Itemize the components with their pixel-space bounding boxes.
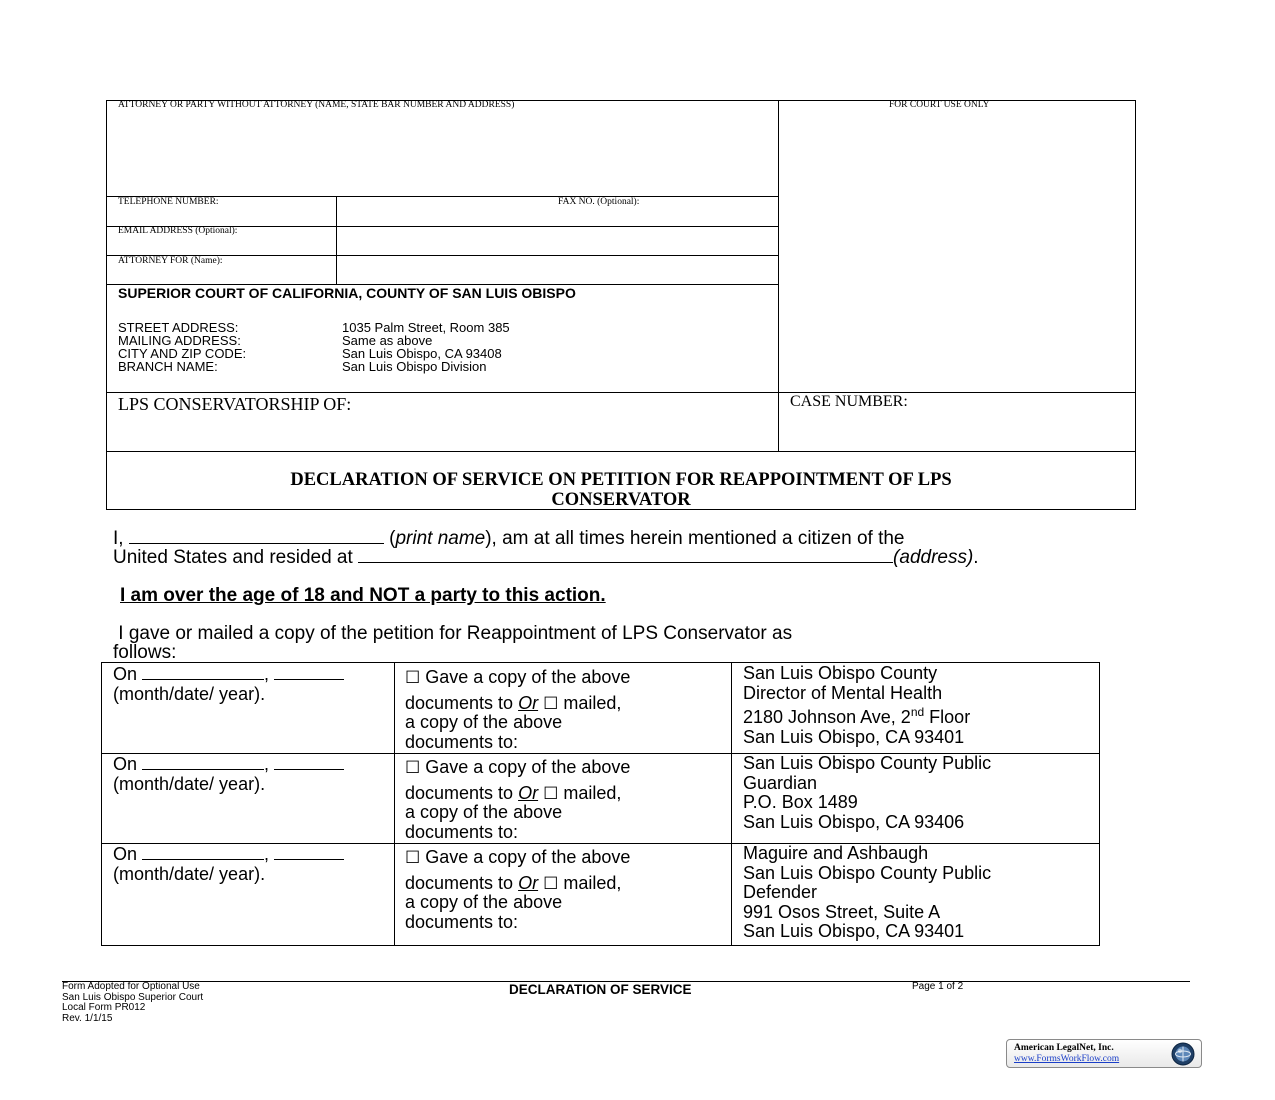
telephone-label: TELEPHONE NUMBER: <box>118 197 219 207</box>
date-format-hint: (month/date/ year). <box>113 863 266 884</box>
recipient-line: Director of Mental Health <box>743 682 943 703</box>
email-field[interactable] <box>338 227 776 254</box>
recipient-line: San Luis Obispo, CA 93401 <box>743 921 965 941</box>
form-adopted-line: Local Form PR012 <box>62 1002 146 1013</box>
form-adopted-line: Form Adopted for Optional Use <box>62 981 200 992</box>
service-date: On , <box>113 754 344 775</box>
date-on-label: On <box>113 664 138 684</box>
documents-to-label: documents to <box>405 782 514 803</box>
declaration-line-1: I, (print name), am at all times herein mentioned a citizen of the <box>113 528 905 549</box>
label-column-divider <box>336 196 337 284</box>
globe-icon <box>1171 1042 1195 1066</box>
gave-copy-checkbox[interactable]: ☐ <box>405 758 421 777</box>
table-row <box>113 664 344 704</box>
copy-line: a copy of the above <box>405 802 563 822</box>
court-use-divider <box>778 100 779 451</box>
gave-copy-label: Gave a copy of the above <box>425 757 631 777</box>
attorney-for-label: ATTORNEY FOR (Name): <box>118 256 223 266</box>
badge-company-name: American LegalNet, Inc. <box>1014 1043 1114 1053</box>
recipient-line: P.O. Box 1489 <box>743 792 858 812</box>
case-row-bottom-line <box>106 451 1136 452</box>
recipient-address <box>743 664 970 747</box>
recipient-address <box>743 844 991 942</box>
court-use-area <box>780 113 1134 391</box>
mailed-label: mailed, <box>563 872 622 893</box>
table-row <box>113 844 344 884</box>
form-adopted-block <box>62 982 203 1024</box>
branch-name-label: BRANCH NAME: <box>118 359 218 374</box>
date-blank[interactable] <box>142 754 264 770</box>
served-intro-line-2: follows: <box>113 642 177 663</box>
age-statement: I am over the age of 18 and NOT a party to this action. <box>120 585 606 606</box>
case-number-label: CASE NUMBER: <box>790 393 908 410</box>
declarant-prefix: I, <box>113 528 129 549</box>
copy-line: a copy of the above <box>405 892 563 912</box>
date-on-label: On <box>113 754 138 774</box>
service-date: On , <box>113 664 344 685</box>
case-number-field[interactable] <box>780 413 1134 450</box>
telephone-field[interactable] <box>108 208 334 225</box>
recipient-line: 991 Osos Street, Suite A <box>743 901 941 922</box>
or-label: Or <box>518 872 539 893</box>
fax-label: FAX NO. (Optional): <box>558 197 640 207</box>
email-label: EMAIL ADDRESS (Optional): <box>118 226 238 236</box>
recipient-line: 2180 Johnson Ave, 2 <box>743 707 911 727</box>
recipient-line: San Luis Obispo County Public <box>743 862 992 883</box>
address-hint: (address) <box>893 547 974 568</box>
court-info-bottom-line <box>106 392 1136 393</box>
date-blank[interactable] <box>142 844 264 860</box>
court-name: SUPERIOR COURT OF CALIFORNIA, COUNTY OF SAN LUIS OBISPO <box>118 285 576 301</box>
attorney-label: ATTORNEY OR PARTY WITHOUT ATTORNEY (NAME, STATE BAR NUMBER AND ADDRESS) <box>118 100 515 110</box>
recipient-address <box>743 754 991 832</box>
service-col-divider-1 <box>394 662 395 946</box>
form-adopted-line: San Luis Obispo Superior Court <box>62 991 204 1003</box>
documents-to-label: documents to <box>405 872 514 893</box>
conservatorship-field[interactable] <box>108 416 776 450</box>
american-legalnet-badge[interactable] <box>1006 1039 1202 1068</box>
floor-text: Floor <box>924 707 971 727</box>
service-method <box>405 668 630 752</box>
gave-copy-label: Gave a copy of the above <box>425 847 631 867</box>
conservatorship-label: LPS CONSERVATORSHIP OF: <box>118 394 352 414</box>
date-format-hint: (month/date/ year). <box>113 773 266 794</box>
recipient-line: Guardian <box>743 772 818 793</box>
print-name-hint: print name <box>395 528 486 549</box>
page-number: Page 1 of 2 <box>912 981 964 992</box>
declaration-line-2: United States and resided at (address). <box>113 547 979 568</box>
year-blank[interactable] <box>274 664 344 680</box>
citizen-statement: ), am at all times herein mentioned a citizen of the <box>485 528 905 549</box>
date-format-hint: (month/date/ year). <box>113 683 266 704</box>
recipient-line: Defender <box>743 882 818 902</box>
gave-copy-label: Gave a copy of the above <box>425 667 631 687</box>
or-label: Or <box>518 782 539 803</box>
attorney-name-field[interactable] <box>108 113 776 195</box>
recipient-line: Maguire and Ashbaugh <box>743 843 929 863</box>
street-address-label: STREET ADDRESS: <box>118 320 239 335</box>
mailing-address-value: Same as above <box>342 333 433 348</box>
year-blank[interactable] <box>274 844 344 860</box>
documents-to-colon: documents to: <box>405 911 519 932</box>
service-date: On , <box>113 844 344 865</box>
form-title <box>107 470 1135 510</box>
badge-url-link[interactable]: www.FormsWorkFlow.com <box>1014 1054 1120 1064</box>
form-adopted-line: Rev. 1/1/15 <box>62 1012 113 1024</box>
service-method <box>405 758 630 842</box>
mailed-checkbox[interactable]: ☐ <box>543 783 559 803</box>
date-on-label: On <box>113 844 138 864</box>
recipient-line: San Luis Obispo, CA 93406 <box>743 811 965 832</box>
or-label: Or <box>518 692 539 713</box>
court-use-label: FOR COURT USE ONLY <box>889 100 990 110</box>
attorney-for-field[interactable] <box>338 256 776 283</box>
declarant-name-blank[interactable] <box>129 528 384 544</box>
gave-copy-checkbox[interactable]: ☐ <box>405 668 421 687</box>
floor-superscript: nd <box>910 705 925 719</box>
recipient-line: San Luis Obispo County Public <box>743 753 992 773</box>
service-col-divider-2 <box>731 662 732 946</box>
declarant-address-blank[interactable] <box>358 547 893 563</box>
gave-copy-checkbox[interactable]: ☐ <box>405 848 421 867</box>
footer-title: DECLARATION OF SERVICE <box>509 982 692 997</box>
served-intro-line-1: I gave or mailed a copy of the petition for Reappointment of LPS Conservator as <box>113 623 793 644</box>
street-address-value: 1035 Palm Street, Room 385 <box>342 320 510 335</box>
documents-to-colon: documents to: <box>405 821 519 842</box>
fax-field[interactable] <box>338 208 776 225</box>
recipient-line: San Luis Obispo County <box>743 663 938 683</box>
documents-to-label: documents to <box>405 692 514 713</box>
city-zip-label: CITY AND ZIP CODE: <box>118 346 247 361</box>
mailing-address-label: MAILING ADDRESS: <box>118 333 241 348</box>
city-zip-value: San Luis Obispo, CA 93408 <box>342 346 502 361</box>
mailed-checkbox[interactable]: ☐ <box>543 873 559 893</box>
service-method <box>405 848 630 932</box>
date-blank[interactable] <box>142 664 264 680</box>
resided-prefix: United States and resided at <box>113 547 359 568</box>
copy-line: a copy of the above <box>405 712 563 732</box>
mailed-label: mailed, <box>563 692 622 713</box>
branch-name-value: San Luis Obispo Division <box>342 359 487 374</box>
documents-to-colon: documents to: <box>405 731 519 752</box>
year-blank[interactable] <box>274 754 344 770</box>
form-title-line-1: DECLARATION OF SERVICE ON PETITION FOR REAPPOINTMENT OF LPS <box>290 470 952 490</box>
recipient-line: San Luis Obispo, CA 93401 <box>743 726 965 747</box>
mailed-checkbox[interactable]: ☐ <box>543 693 559 713</box>
form-title-line-2: CONSERVATOR <box>551 490 691 510</box>
table-row <box>113 754 344 794</box>
mailed-label: mailed, <box>563 782 622 803</box>
